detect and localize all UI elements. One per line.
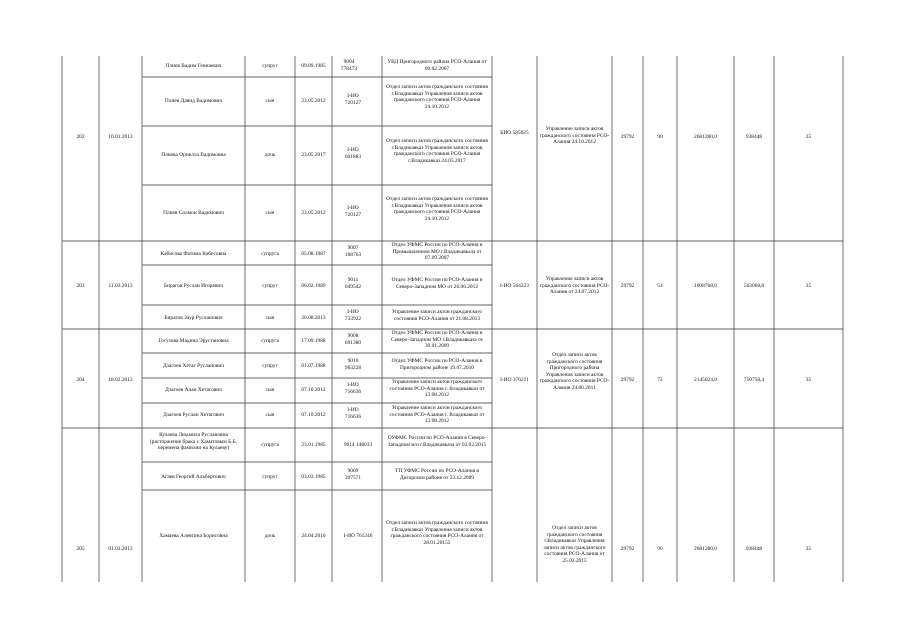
- member-name: Плиева Орнелла Вадимовна: [161, 152, 226, 158]
- member-document: I-ИО 733922: [344, 309, 362, 322]
- member-relation: сын: [265, 387, 275, 393]
- certificate-issuer: Отдел записи актов гражданского состояния г.Владикавказ Управления записи актов гражданского состояния РСО-Алания от 25.02.2015: [543, 525, 606, 564]
- member-dob: 07.10.2012: [301, 387, 326, 393]
- value-col-4: 750758,4: [743, 377, 765, 383]
- value-col-5: 35: [805, 377, 812, 383]
- member-document: I-ИО 720127: [344, 93, 362, 106]
- member-name: Кулаева Людмила Руслановна (расторжение брака с Хаматовым Б.Б. перемена фамилии на Кулаеву): [149, 432, 238, 452]
- member-dob: 23.01.1985: [301, 442, 326, 448]
- record-number: 205: [76, 546, 85, 552]
- member-dob: 23.05.2012: [301, 98, 326, 104]
- member-relation: сын: [265, 210, 275, 216]
- member-name: Дзагоев Хетаг Русланович: [162, 363, 224, 369]
- member-document: 9007 108763: [344, 245, 362, 258]
- member-dob: 20.08.2013: [301, 315, 326, 321]
- member-document: 9614 148033: [343, 442, 373, 448]
- value-col-1: 29792: [620, 546, 635, 552]
- member-document-issuer: Управление записи актов гражданского состояния РСО-Алания г. Владикавказ от 13.08.2012: [389, 405, 485, 425]
- value-col-1: 29792: [620, 377, 635, 383]
- member-name: Дзагоев Руслан Хетагович: [163, 412, 224, 418]
- member-name: Гогузова Мадина Эрустановна: [158, 338, 229, 344]
- value-col-2: 72: [657, 377, 663, 383]
- certificate-issuer: Управление записи актов гражданского состояния РСО-Алания 24.10.2012: [539, 126, 610, 146]
- member-document: I-ИО 601883: [344, 147, 362, 160]
- record-date: 01.03.2013: [108, 546, 133, 552]
- value-col-2: 90: [657, 134, 663, 140]
- record-number: 204: [76, 377, 85, 383]
- member-relation: супруга: [261, 442, 279, 448]
- member-document: I-ИО 716636: [344, 407, 362, 420]
- member-document: I-ИО 720127: [344, 205, 362, 218]
- member-document-issuer: Отдел записи актов гражданского состояния г.Владикавказ Управления записи актов гражданского состояния РСО-Алания г.Владикавказ 24.05.2017: [386, 138, 488, 164]
- member-name: Дзагоев Алан Хетагович: [165, 387, 222, 393]
- member-document-issuer: Управление записи актов гражданского состояния РСО-Алания от 21.08.2013: [391, 309, 483, 322]
- certificate-issuer: Управление записи актов гражданского состояния РСО-Алания от 24.07.2012: [539, 276, 610, 296]
- member-document-issuer: Отдел УФМС России по РСО-Алания в Промышленном МО г.Владикавказа от 07.09.2007: [391, 242, 483, 262]
- value-col-5: 35: [805, 134, 812, 140]
- certificate-number: БИО 585625: [500, 130, 529, 136]
- value-col-4: 563068,8: [743, 283, 765, 289]
- record-date: 11.02.2013: [108, 283, 133, 289]
- member-relation: сын: [265, 98, 275, 104]
- member-dob: 09.09.1985: [301, 63, 326, 69]
- record-number: 203: [76, 283, 85, 289]
- value-col-4: 938448: [745, 134, 763, 140]
- member-document: 9008 691380: [344, 333, 362, 346]
- value-col-3: 2681280,0: [694, 134, 717, 140]
- member-dob: 05.08.1987: [301, 251, 326, 257]
- member-dob: 01.07.1988: [301, 363, 326, 369]
- member-document: 9004 778473: [340, 59, 358, 72]
- member-document-issuer: УВД Пригородного района РСО-Алания от 09.02.2007: [387, 59, 487, 72]
- value-col-5: 35: [805, 283, 812, 289]
- member-name: Плиев Солмон Вадимович: [163, 210, 224, 216]
- value-col-4: 938448: [745, 546, 763, 552]
- member-document: 9010 963228: [344, 358, 362, 371]
- member-relation: супруг: [262, 63, 278, 69]
- record-date: 16.01.2013: [108, 134, 133, 140]
- value-col-3: 2145024,0: [694, 377, 717, 383]
- member-dob: 17.09.1988: [301, 338, 326, 344]
- certificate-number: I-ИО 564223: [500, 283, 529, 289]
- value-col-3: 1608768,0: [694, 283, 717, 289]
- member-relation: сын: [265, 412, 275, 418]
- member-document-issuer: Отдел УФМС России по РСО-Алания в Пригородном районе 19.07.2010: [391, 358, 483, 371]
- member-dob: 23.05.2017: [301, 152, 326, 158]
- record-date: 18.02.2013: [108, 377, 133, 383]
- member-relation: супруга: [261, 251, 279, 257]
- member-name: Плиев Вадим Геннаевич: [165, 63, 222, 69]
- value-col-3: 2681280,0: [694, 546, 717, 552]
- member-name: Бирагов Заур Русланович: [164, 315, 223, 321]
- member-name: Плиев Давид Вадимович: [164, 98, 223, 104]
- member-document: 9009 397571: [344, 468, 362, 481]
- member-relation: сын: [265, 315, 275, 321]
- member-dob: 23.05.2012: [301, 210, 326, 216]
- member-document-issuer: ТП УФМС России по РСО-Алания в Дигорском районе от 23.12.2009: [395, 468, 479, 481]
- value-col-1: 29792: [620, 134, 635, 140]
- record-number: 202: [76, 134, 85, 140]
- member-document-issuer: ОУФМС России по РСО-Алания в Северо-Западном м/о г.Владикавказа от 02.02.2015: [387, 435, 487, 448]
- value-col-5: 35: [805, 546, 812, 552]
- member-document-issuer: Отдел записи актов гражданского состояния г.Владикавказ Управления записи актов гражданского состояния РСО-Алания от 28.01.20155: [386, 520, 488, 546]
- member-document-issuer: Отдел УФМС России по РСО-Алания в Северо-Западном МО г.Владикавказа от 30.01.2009: [391, 330, 483, 350]
- member-relation: супруга: [261, 338, 279, 344]
- certificate-issuer: Отдел записи актов гражданского состояния Пригородного района Управления записи актов гражданского состояния РСО-Алания 24.06.2011: [539, 352, 610, 391]
- member-relation: супруг: [262, 474, 278, 480]
- member-document: 9011 049542: [344, 277, 362, 290]
- member-relation: дочь: [264, 152, 276, 158]
- member-dob: 06.02.1989: [301, 283, 326, 289]
- member-document-issuer: Управление записи актов гражданского состояния РСО-Алания г. Владикавказ от 13.08.2012: [389, 379, 485, 399]
- member-dob: 24.04.2010: [301, 533, 326, 539]
- member-document: I-ИО 716636: [344, 382, 362, 395]
- member-document: I-ИО 761246: [343, 533, 373, 539]
- value-col-2: 90: [657, 546, 663, 552]
- value-col-2: 54: [657, 283, 663, 289]
- member-relation: супруг: [262, 283, 278, 289]
- member-relation: супруг: [262, 363, 278, 369]
- member-dob: 03.03.1985: [301, 474, 326, 480]
- member-name: Хамаева Алевтина Борисовна: [159, 533, 228, 539]
- member-document-issuer: Отдел записи актов гражданского состояния г.Владикавказ Управления записи актов гражданского состояния РСО-Алания 24.10.2012: [386, 84, 488, 110]
- member-relation: дочь: [264, 533, 276, 539]
- member-document-issuer: Отдел записи актов гражданского состояния г.Владикавказ Управления записи актов гражданского состояния РСО-Алания 24.10.2012: [386, 196, 488, 222]
- member-name: Кабисова Фатима Кобесовна: [160, 251, 227, 257]
- member-dob: 07.10.2012: [301, 412, 326, 418]
- member-document-issuer: Отдел УФМС России по РСО-Алания в Северо-Западном МО от 26.06.2012: [391, 277, 483, 290]
- certificate-number: I-ИО 376211: [500, 377, 529, 383]
- member-name: Агаев Георгий Альбертович: [161, 474, 226, 480]
- member-name: Бирагов Руслан Игоревич: [163, 283, 224, 289]
- value-col-1: 29792: [620, 283, 635, 289]
